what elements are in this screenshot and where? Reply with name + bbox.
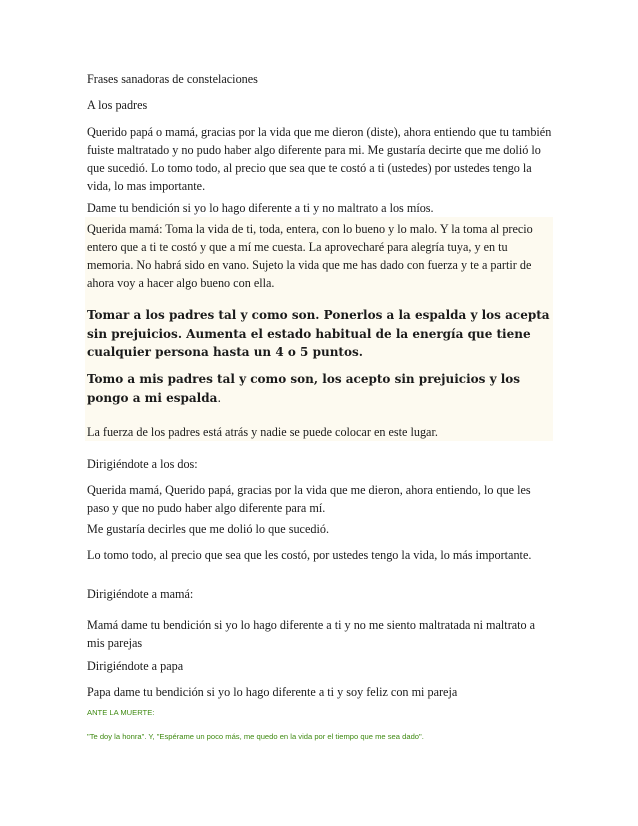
heading-to-both: Dirigiéndote a los dos: <box>87 457 198 471</box>
bold-statement-text: Tomo a mis padres tal y como son, los acepto sin prejuicios y los pongo a mi espalda <box>87 372 521 405</box>
paragraph-mother-life: Querida mamá: Toma la vida de ti, toda, entera, con lo bueno y lo malo. Y la toma al precio entero que a ti te costó y que a mí me cuesta. La aprovecharé para alegría tuya, y en tu memoria. No habrá sido en vano. Sujeto la vida que me has dado con fuerza y te a partir de ahora voy a hacer algo bueno con ella. <box>87 222 533 290</box>
heading-death: ANTE LA MUERTE: <box>87 708 155 717</box>
paragraph-hurt: Me gustaría decirles que me dolió lo que sucedió. <box>87 522 329 536</box>
paragraph-gratitude: Querido papá o mamá, gracias por la vida que me dieron (diste), ahora entiendo que tu también fuiste maltratado y no pudo haber algo diferente para mi. Me gustaría decirte que me dolió lo que sucedió. Lo tomo todo, al precio que sea que te costó a ti (ustedes) por ustedes tengo la vida, lo mas importante. <box>87 125 552 193</box>
bold-statement-take-parents <box>87 370 553 407</box>
paragraph-dad-blessing: Papa dame tu bendición si yo lo hago diferente a ti y soy feliz con mi pareja <box>87 685 458 699</box>
paragraph-strength: La fuerza de los padres está atrás y nadie se puede colocar en este lugar. <box>87 425 438 439</box>
paragraph-dear-parents: Querida mamá, Querido papá, gracias por la vida que me dieron, ahora entiendo, lo que les paso y que no pudo haber algo diferente para mí. <box>87 483 531 515</box>
heading-to-dad: Dirigiéndote a papa <box>87 659 184 673</box>
paragraph-death-quote: "Te doy la honra". Y, "Espérame un poco más, me quedo en la vida por el tiempo que me sea dado". <box>87 732 424 741</box>
paragraph-mom-blessing: Mamá dame tu bendición si yo lo hago diferente a ti y no me siento maltratada ni maltrato a mis parejas <box>87 618 536 650</box>
bold-statement-accept: Tomar a los padres tal y como son. Ponerlos a la espalda y los acepta sin prejuicios. Aumenta el estado habitual de la energía que tiene cualquier persona hasta un 4 o 5 puntos. <box>87 308 550 359</box>
section-heading-parents: A los padres <box>87 98 148 112</box>
document-title: Frases sanadoras de constelaciones <box>87 72 258 86</box>
paragraph-take-all: Lo tomo todo, al precio que sea que les costó, por ustedes tengo la vida, lo más importante. <box>87 548 532 562</box>
bold-statement-period: . <box>217 390 222 405</box>
heading-to-mom: Dirigiéndote a mamá: <box>87 587 194 601</box>
paragraph-blessing: Dame tu bendición si yo lo hago diferente a ti y no maltrato a los míos. <box>87 201 434 215</box>
